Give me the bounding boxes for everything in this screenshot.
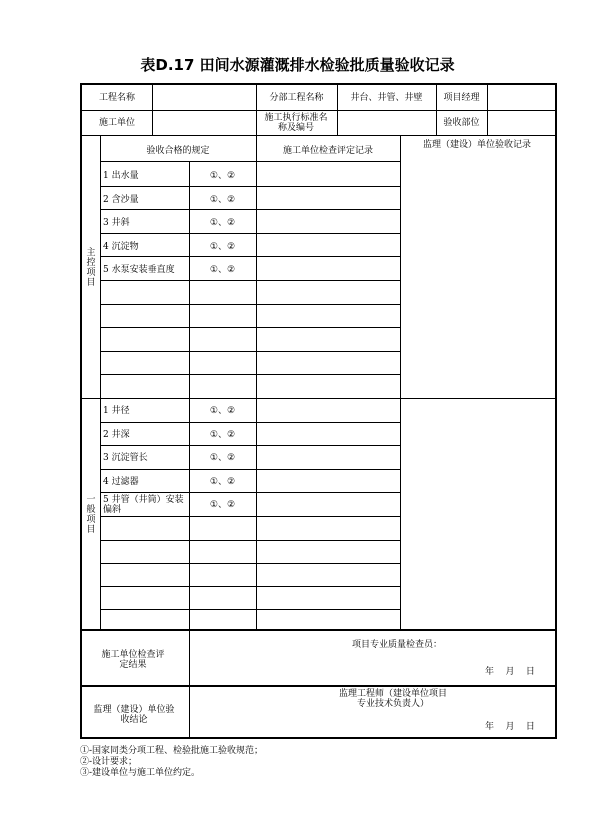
- general-items-label: 一般项目: [86, 495, 96, 535]
- main-item-2-name: 2 含沙量: [103, 195, 139, 205]
- acceptance-part-label: 验收部位: [443, 118, 480, 128]
- main-item-4-ref: ①、②: [209, 242, 236, 252]
- self-date: 年 月 日: [485, 667, 535, 677]
- supervisor-header: 监理（建设）单位验收记录: [422, 140, 531, 150]
- self-signer-label: 项目专业质量检查员：: [352, 640, 443, 650]
- sub-project-label: 分部工程名称: [269, 93, 324, 103]
- main-items-label: 主控项目: [86, 248, 96, 288]
- construction-unit-label: 施工单位: [98, 118, 135, 128]
- self-result-label: 施工单位检查评定结果: [101, 650, 165, 670]
- general-item-4-ref: ①、②: [209, 477, 236, 487]
- supervisor-signer-label: 监理工程师（建设单位项目专业技术负责人）: [338, 689, 447, 709]
- rules-header: 验收合格的规定: [146, 146, 210, 156]
- construction-unit-field[interactable]: [153, 112, 256, 134]
- page-title: 表D.17 田间水源灌溉排水检验批质量验收记录: [140, 56, 455, 74]
- main-item-3-ref: ①、②: [209, 218, 236, 228]
- general-item-3-name: 3 沉淀管长: [103, 453, 148, 463]
- manager-label: 项目经理: [443, 93, 480, 103]
- main-item-1-ref: ①、②: [209, 171, 236, 181]
- general-item-2-name: 2 井深: [103, 430, 130, 440]
- general-item-5-ref: ①、②: [209, 500, 236, 510]
- main-item-1-name: 1 出水量: [103, 171, 139, 181]
- main-item-5-ref: ①、②: [209, 265, 236, 275]
- footnote-3: ③-建设单位与施工单位约定。: [80, 768, 201, 778]
- manager-field[interactable]: [488, 87, 555, 109]
- general-item-4-name: 4 过滤器: [103, 477, 139, 487]
- sub-project-value: 井台、井管、井壁: [350, 93, 423, 103]
- project-name-label: 工程名称: [98, 93, 135, 103]
- standard-field[interactable]: [338, 112, 436, 134]
- main-item-5-name: 5 水泵安装垂直度: [103, 265, 175, 275]
- main-item-3-name: 3 井斜: [103, 218, 130, 228]
- acceptance-part-field[interactable]: [488, 112, 555, 134]
- main-item-4-name: 4 沉淀物: [103, 242, 139, 252]
- supervisor-date: 年 月 日: [485, 722, 535, 732]
- general-item-1-ref: ①、②: [209, 406, 236, 416]
- self-check-header: 施工单位检查评定记录: [282, 146, 373, 156]
- project-name-field[interactable]: [153, 87, 256, 109]
- general-item-2-ref: ①、②: [209, 430, 236, 440]
- general-item-3-ref: ①、②: [209, 453, 236, 463]
- supervisor-result-label: 监理（建设）单位验收结论: [93, 705, 175, 725]
- footnotes: [80, 746, 263, 779]
- standard-label: 施工执行标准名称及编号: [264, 113, 328, 133]
- footnote-2: ②-设计要求；: [80, 757, 138, 767]
- general-item-5-name: 5 井管（井筒）安装偏斜: [103, 495, 184, 515]
- acceptance-record-table: [80, 83, 557, 739]
- main-item-2-ref: ①、②: [209, 195, 236, 205]
- general-item-1-name: 1 井径: [103, 406, 130, 416]
- footnote-1: ①-国家同类分项工程、检验批施工验收规范；: [80, 746, 264, 756]
